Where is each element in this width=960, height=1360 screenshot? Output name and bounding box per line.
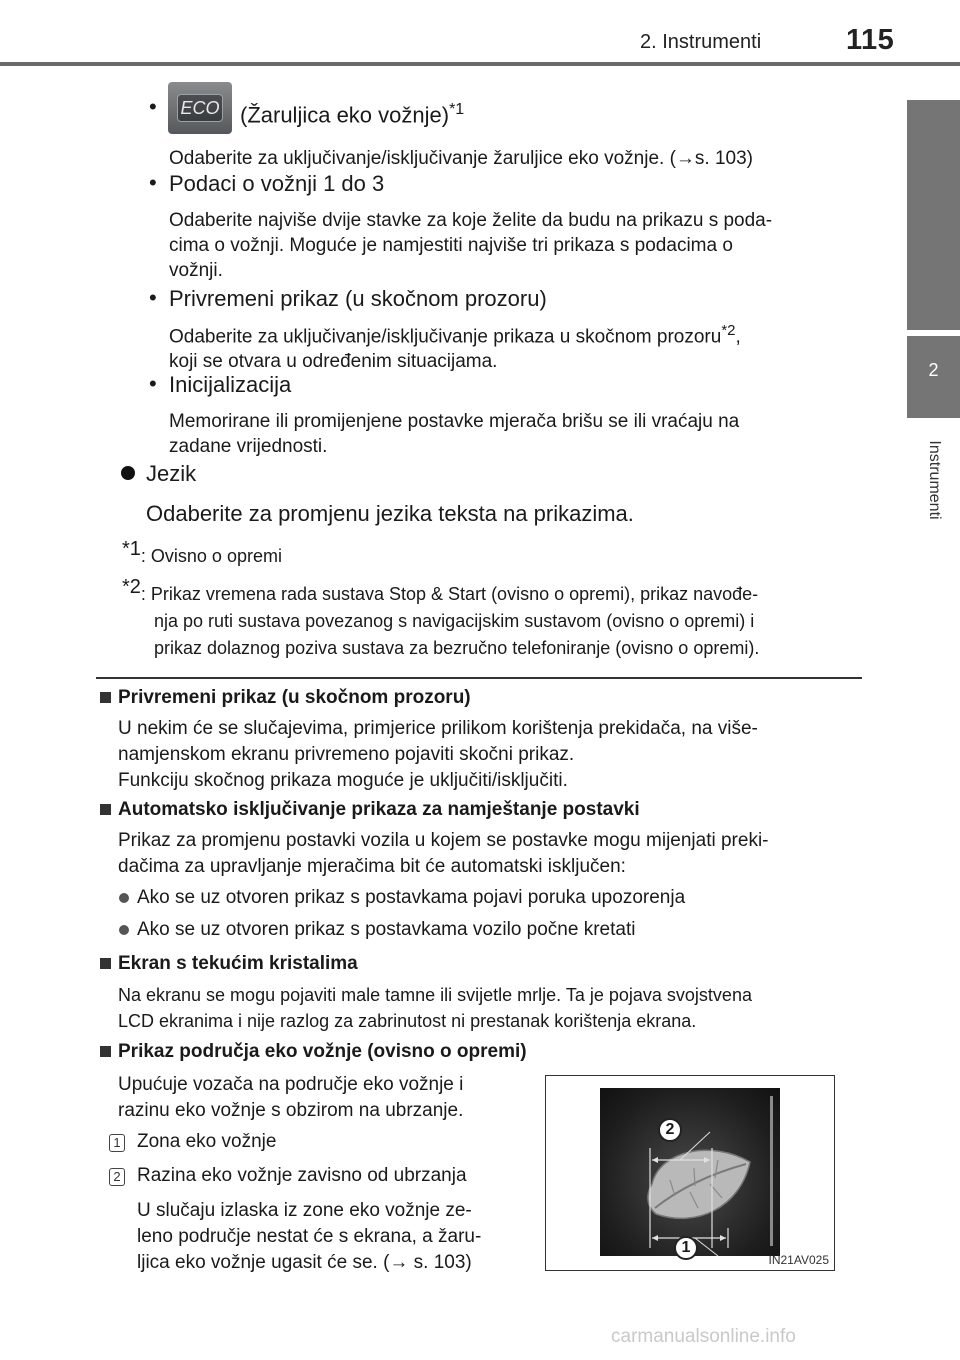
bullet-dot: •: [149, 285, 157, 310]
side-tab-number: 2: [928, 360, 939, 380]
language-desc: Odaberite za promjenu jezika teksta na prikazima.: [146, 501, 634, 526]
figure-callout-1: 1: [674, 1236, 698, 1260]
section-square-bullet: [100, 804, 111, 815]
section-heading: Ekran s tekućim kristalima: [118, 953, 358, 974]
side-tab-upper: [907, 100, 960, 330]
section-body: Upućuje vozača na područje eko vožnje i razinu eko vožnje s obzirom na ubrzanje.: [118, 1074, 464, 1121]
eco-indicator-title: (Žaruljica eko vožnje)$^{*1}$: [240, 101, 465, 128]
section-square-bullet: [100, 958, 111, 969]
eco-leaf-illustration: [600, 1088, 780, 1256]
list-item: Ako se uz otvoren prikaz s postavkama vozilo počne kretati: [137, 919, 636, 940]
number-badge: 1: [109, 1134, 125, 1152]
eco-indicator-desc: Odaberite za uključivanje/isključivanje žaruljice eko vožnje. (→s. 103): [169, 148, 753, 169]
watermark: carmanualsonline.info: [611, 1326, 796, 1347]
bullet-dot: •: [149, 170, 157, 195]
bullet-dot: •: [149, 371, 157, 396]
section-heading: Privremeni prikaz (u skočnom prozoru): [118, 687, 471, 708]
footnote-1: $^{*1}$: Ovisno o opremi: [122, 538, 282, 566]
footnote-2: $^{*2}$: Prikaz vremena rada sustava Stop & Start (ovisno o opremi), prikaz navođe- nja po ruti sustava povezanog s navigacijskim sustavom (ovisno o opremi) i prikaz dolaznog poziva sustava za bezručno telefoniranje (ovisno o opremi).: [122, 576, 760, 658]
drive-data-desc: Odaberite najviše dvije stavke za koje želite da budu na prikazu s poda- cima o vožnji. Moguće je namjestiti najviše tri prikaza s podacima o vožnji.: [169, 210, 773, 281]
figure-code: IN21AV025: [768, 1253, 829, 1267]
figure-callout-2: 2: [658, 1118, 682, 1142]
popup-title: Privremeni prikaz (u skočnom prozoru): [169, 286, 547, 311]
section-body: U nekim će se slučajevima, primjerice prilikom korištenja prekidača, na više- namjenskom ekranu privremeno pojaviti skočni prikaz. Funkciju skočnog prikaza moguće je uključiti/isključiti.: [118, 718, 758, 791]
section-body: Na ekranu se mogu pojaviti male tamne ili svijetle mrlje. Ta je pojava svojstvena LCD ekranima i nije razlog za zabrinutost ni prestanak korištenja ekrana.: [118, 985, 752, 1031]
popup-desc: Odaberite za uključivanje/isključivanje prikaza u skočnom prozoru$^{*2}$, koji se otvara u određenim situacijama.: [169, 322, 741, 373]
section-heading: Prikaz područja eko vožnje (ovisno o opremi): [118, 1041, 527, 1062]
section-square-bullet: [100, 692, 111, 703]
section-square-bullet: [100, 1046, 111, 1057]
header-section-title: 2. Instrumenti: [640, 31, 762, 53]
section-heading: Automatsko isključivanje prikaza za namještanje postavki: [118, 799, 640, 820]
numbered-item: Zona eko vožnje: [137, 1131, 277, 1152]
eco-zone-figure: [545, 1075, 835, 1271]
drive-data-title: Podaci o vožnji 1 do 3: [169, 171, 385, 196]
section-bullet: [121, 466, 135, 480]
list-bullet: [119, 893, 129, 903]
list-bullet: [119, 925, 129, 935]
language-title: Jezik: [146, 461, 197, 486]
list-item: Ako se uz otvoren prikaz s postavkama pojavi poruka upozorenja: [137, 887, 686, 908]
bullet-dot: •: [149, 94, 157, 119]
side-tab-label: Instrumenti: [926, 440, 943, 520]
eco-indicator-icon: ECO: [168, 82, 232, 134]
side-tab-chapter: [907, 336, 960, 418]
section-separator: [96, 677, 862, 679]
numbered-item-note: U slučaju izlaska iz zone eko vožnje ze- leno područje nestat će s ekrana, a žaru- ljica eko vožnje ugasit će se. (→ s. 103): [137, 1200, 482, 1273]
number-badge: 2: [109, 1168, 125, 1186]
header-rule: [0, 62, 960, 66]
page-number: 115: [846, 24, 895, 56]
section-body: Prikaz za promjenu postavki vozila u kojem se postavke mogu mijenjati preki- dačima za upravljanje mjeračima bit će automatski isključen:: [118, 830, 769, 877]
init-desc: Memorirane ili promijenjene postavke mjerača brišu se ili vraćaju na zadane vrijednosti.: [169, 411, 740, 457]
eco-display-screen: [600, 1088, 780, 1256]
numbered-item: Razina eko vožnje zavisno od ubrzanja: [137, 1165, 467, 1186]
init-title: Inicijalizacija: [169, 372, 292, 397]
